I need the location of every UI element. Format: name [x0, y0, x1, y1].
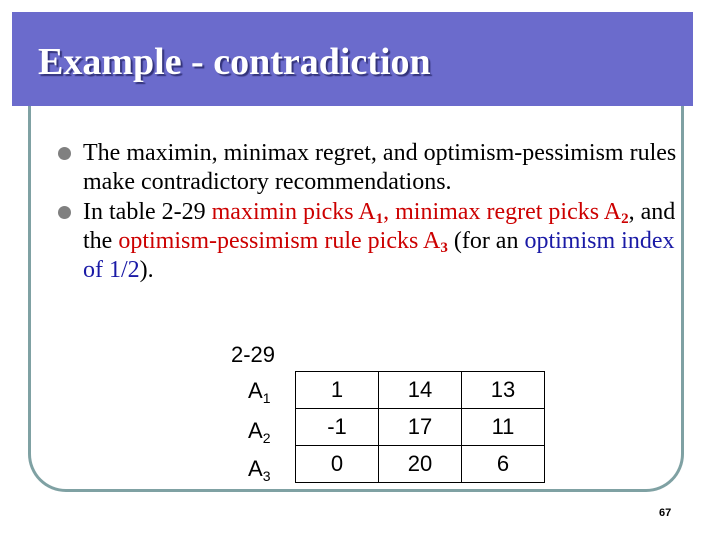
optimism-pessimism-highlight: optimism-pessimism rule picks $A_3$ [118, 228, 448, 256]
table-cell: 20 [379, 446, 462, 483]
bullet-text-plain: (for an [447, 228, 525, 254]
table-cell: 17 [379, 409, 462, 446]
maximin-highlight: maximin picks $A_1$, minimax regret picks $A_2$ [211, 199, 629, 227]
page-number: 67 [659, 507, 672, 519]
title-underline [32, 106, 648, 111]
table-row [296, 446, 545, 483]
bullet-item [58, 139, 688, 197]
table-cell: 11 [462, 409, 545, 446]
row-label-a3: $A_3$ [248, 456, 271, 484]
bullet-item [58, 198, 688, 285]
row-label-a2: $A_2$ [248, 418, 271, 446]
bullet-text-plain: ). [139, 257, 154, 283]
table-cell: 13 [462, 372, 545, 409]
table-cell: 0 [296, 446, 379, 483]
table-cell: 6 [462, 446, 545, 483]
payoff-table [295, 371, 545, 483]
table-cell: 14 [379, 372, 462, 409]
table-row [296, 372, 545, 409]
table-label: 2-29 [231, 342, 276, 367]
table-cell: 1 [296, 372, 379, 409]
table-cell: -1 [296, 409, 379, 446]
table-row [296, 409, 545, 446]
bullet-dot-icon [58, 206, 71, 219]
optimism-index-highlight: optimism index of 1/2 [83, 228, 675, 283]
row-label-a1: $A_1$ [248, 378, 271, 406]
slide-title: Example - contradiction [38, 41, 431, 83]
bullet-text-plain: , and the [83, 199, 676, 254]
title-bar [12, 12, 693, 106]
bullet-dot-icon [58, 147, 71, 160]
bullet-text-plain: In table 2-29 [83, 199, 212, 225]
bullet-list [58, 139, 688, 286]
bullet-text: The maximin, minimax regret, and optimism-pessimism rules make contradictory recommendations. [83, 140, 677, 195]
